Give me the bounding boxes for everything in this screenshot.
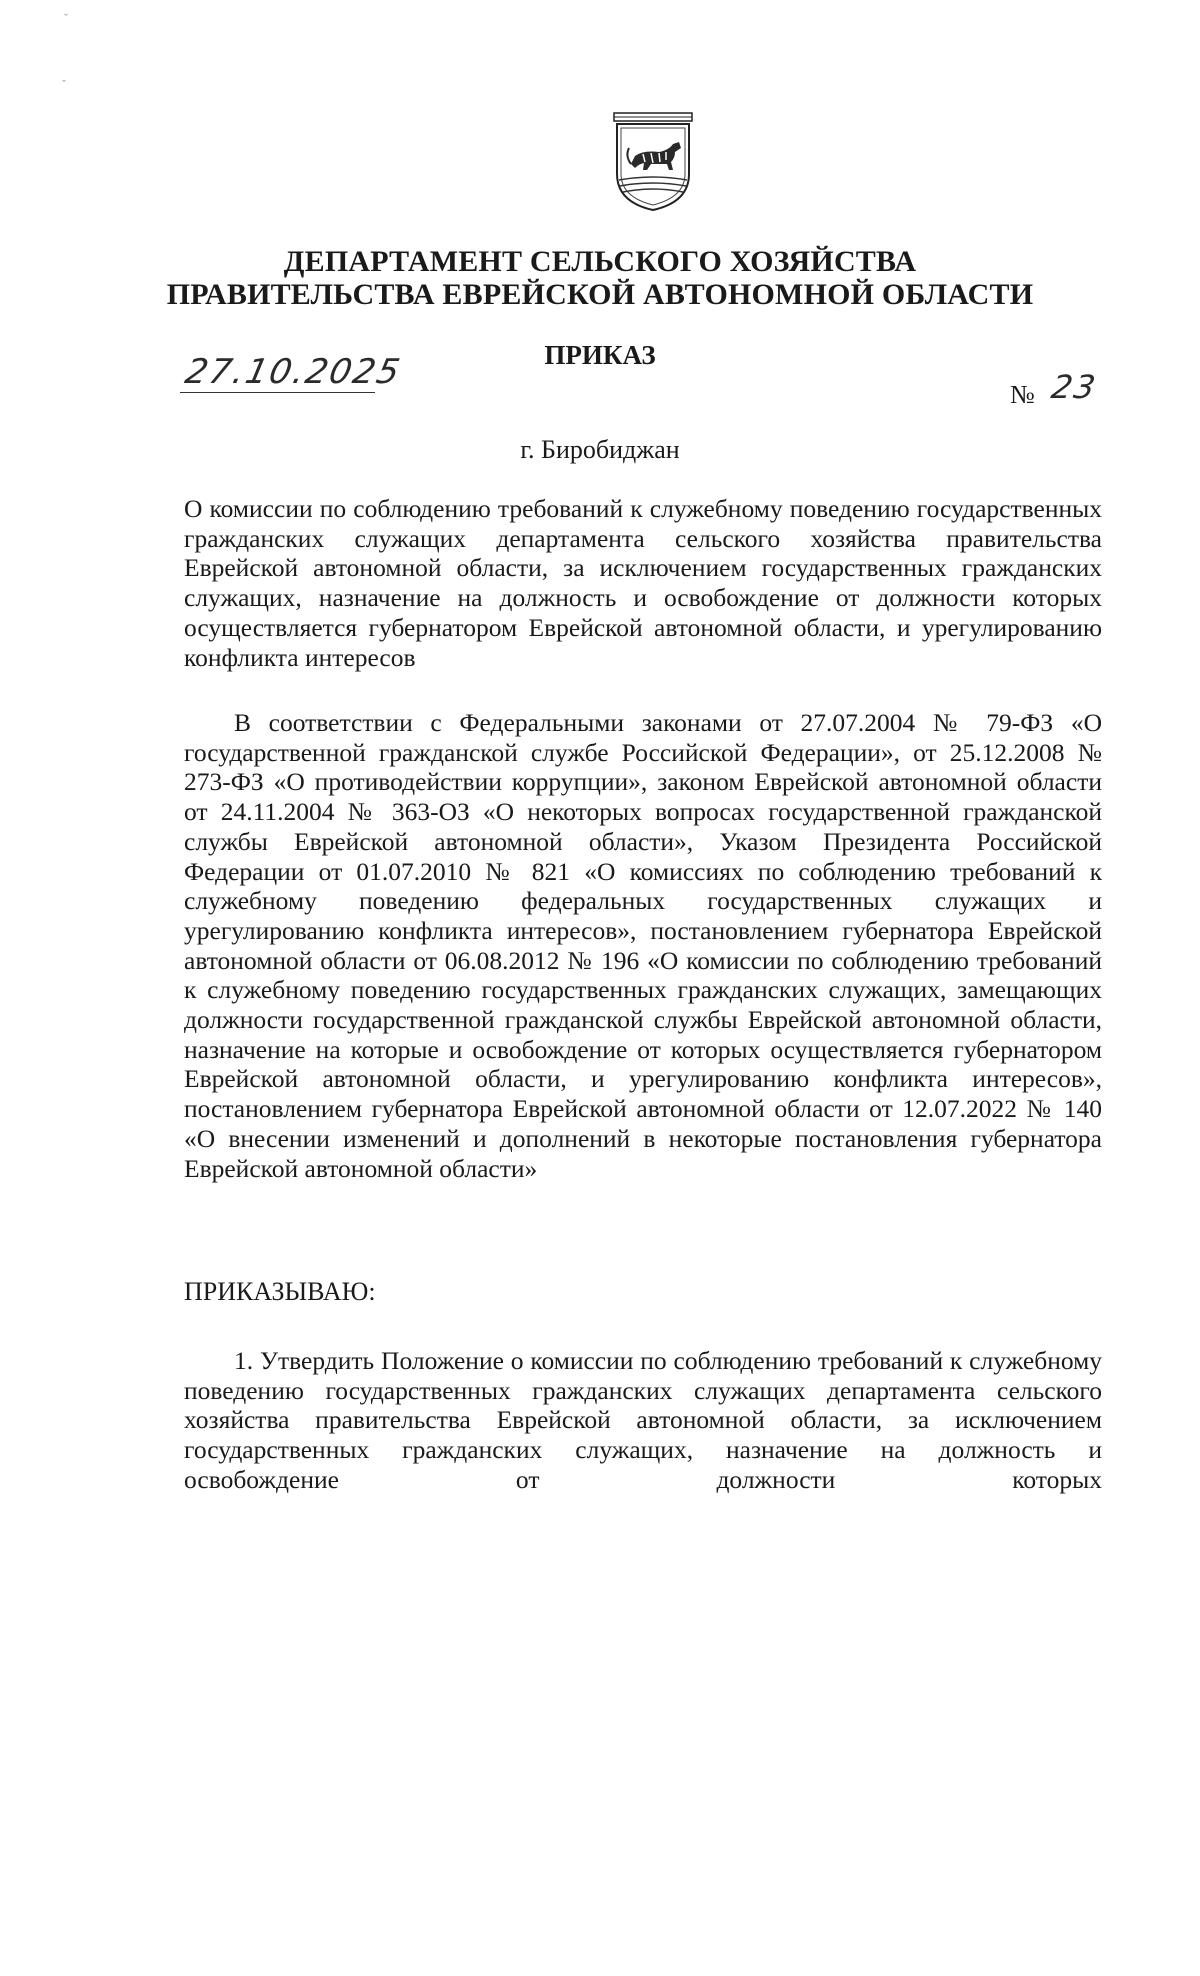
document-type-title: ПРИКАЗ (544, 340, 656, 370)
order-preamble: В соответствии с Федеральными законами от 27.07.2004 № 79-ФЗ «О государственной гражданской службе Российской Федерации», от 25.12.2008 № 273-ФЗ «О противодействии коррупции», законом Еврейской автономной области от 24.11.2004 № 363-ОЗ «О некоторых вопросах государственной гражданской службы Еврейской автономной области», Указом Президента Российской Федерации от 01.07.2010 № 821 «О комиссиях по соблюдению требований к служебному поведению федеральных государственных служащих и урегулированию конфликта интересов», постановлением губернатора Еврейской автономной области от 06.08.2012 № 196 «О комиссии по соблюдению требований к служебному поведению государственных гражданских служащих, замещающих должности государственной гражданской службы Еврейской автономной области, назначение на которые и освобождение от которых осуществляется губернатором Еврейской автономной области, и урегулированию конфликта интересов», постановлением губернатора Еврейской автономной области от 12.07.2022 № 140 «О внесении изменений и дополнений в некоторые постановления губернатора Еврейской автономной области» (184, 708, 1102, 1183)
department-name-line2: ПРАВИТЕЛЬСТВА ЕВРЕЙСКОЙ АВТОНОМНОЙ ОБЛАСТИ (166, 278, 1034, 311)
order-item-1: 1. Утвердить Положение о комиссии по соблюдению требований к служебному поведению государственных гражданских служащих департамента сельского хозяйства правительства Еврейской автономной области, за исключением государственных гражданских служащих, назначение на должность и освобождение от должности которых (184, 1346, 1102, 1494)
department-name-line1: ДЕПАРТАМЕНТ СЕЛЬСКОГО ХОЗЯЙСТВА (283, 245, 917, 278)
coat-of-arms-tiger-icon (613, 112, 693, 212)
date-underline (180, 392, 375, 393)
number-sign: № (1010, 380, 1035, 409)
scan-artifact-mark: ˇ (64, 11, 68, 25)
order-directive-word: ПРИКАЗЫВАЮ: (184, 1277, 376, 1306)
order-subject: О комиссии по соблюдению требований к служебному поведению государственных гражданских служащих департамента сельского хозяйства правительства Еврейской автономной области, за исключением государственных гражданских служащих, назначение на должность и освобождение от должности которых осуществляется губернатором Еврейской автономной области, и урегулированию конфликта интересов (184, 494, 1102, 672)
scan-artifact-mark: ˇ (62, 77, 66, 91)
handwritten-number: 23 (1048, 368, 1101, 406)
city-name: г. Биробиджан (520, 435, 680, 464)
handwritten-date: 27.10.2025 (181, 352, 405, 392)
